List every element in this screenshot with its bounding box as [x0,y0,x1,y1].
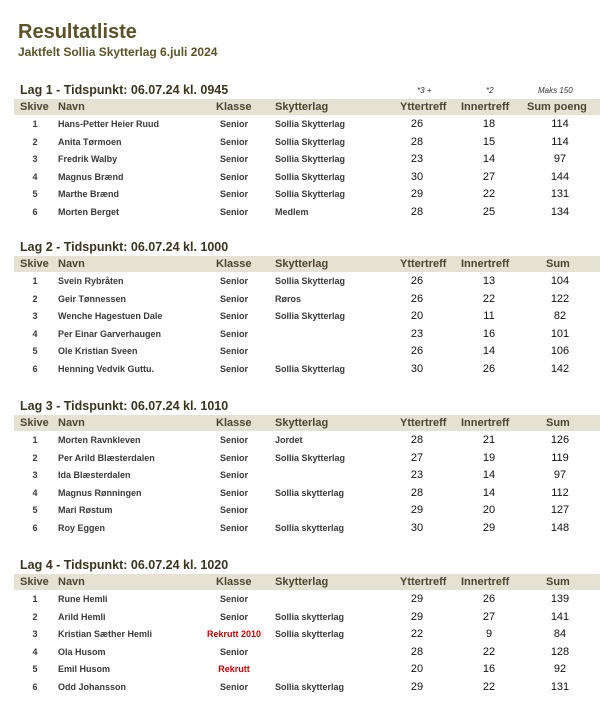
cell-navn: Hans-Petter Heier Ruud [58,119,160,129]
header-skive: Skive [20,258,49,270]
lag-section [14,240,600,378]
cell-skytterlag: Sollia Skytterlag [275,276,346,286]
cell-innertreff: 27 [482,610,496,623]
cell-yttertreff: 27 [410,451,424,464]
cell-yttertreff: 29 [410,504,424,517]
header-skive: Skive [20,576,49,588]
header-skytterlag: Skytterlag [275,417,329,429]
header-skytterlag: Skytterlag [275,576,329,588]
cell-navn: Wenche Hagestuen Dale [58,311,163,322]
table-row [14,519,600,537]
cell-innertreff: 27 [482,170,496,183]
header-innertreff: Innertreff [461,417,510,429]
cell-innertreff: 19 [482,451,496,464]
header-navn: Navn [58,417,85,429]
lag-section [14,558,600,696]
cell-sum: 127 [550,504,570,517]
cell-yttertreff: 30 [410,521,424,534]
cell-skive: 2 [32,293,38,304]
cell-klasse: Senior [219,119,248,129]
table-row [14,203,600,221]
cell-skive: 4 [32,328,38,339]
cell-skive: 1 [32,435,38,445]
table-row [14,290,600,308]
cell-innertreff: 16 [482,663,496,676]
cell-innertreff: 15 [482,135,496,148]
table-row [14,501,600,519]
header-innertreff: Innertreff [461,576,510,588]
cell-skive: 4 [32,487,38,498]
cell-klasse: Senior [219,293,248,304]
cell-navn: Fredrik Walby [58,154,118,165]
cell-klasse: Senior [219,363,248,374]
cell-klasse: Senior [219,136,248,147]
table-row [14,590,600,608]
cell-klasse: Senior [219,522,248,533]
cell-innertreff: 18 [482,118,496,130]
header-klasse: Klasse [216,258,252,270]
cell-yttertreff: 28 [410,486,424,499]
cell-navn: Marthe Brænd [58,189,120,200]
cell-yttertreff: 23 [410,153,424,166]
table-row [14,484,600,502]
cell-skive: 6 [32,681,38,692]
cell-yttertreff: 22 [410,628,424,641]
cell-sum: 112 [551,486,569,499]
cell-skytterlag: Sollia skytterlag [275,681,345,692]
cell-yttertreff: 23 [410,327,424,340]
cell-navn: Per Einar Garverhaugen [58,328,162,339]
table-row [14,678,600,696]
cell-skive: 5 [32,346,38,357]
table-row [14,133,600,151]
cell-skive: 3 [32,629,38,640]
cell-sum: 101 [550,327,570,340]
cell-sum: 119 [551,451,569,464]
cell-yttertreff: 29 [410,680,424,693]
page-title: Resultatliste [18,21,137,43]
page-subtitle: Jaktfelt Sollia Skytterlag 6.juli 2024 [18,45,218,59]
cell-sum: 131 [550,188,570,201]
header-yttertreff: Yttertreff [400,417,447,429]
cell-sum: 97 [553,153,567,166]
cell-yttertreff: 28 [410,205,424,218]
cell-sum: 148 [550,521,570,534]
cell-yttertreff: 29 [410,188,424,201]
cell-skytterlag: Røros [275,293,302,304]
cell-klasse: Senior [219,346,248,357]
table-row [14,431,600,449]
cell-klasse: Senior [219,328,248,339]
lag-title: Lag 4 - Tidspunkt: 06.07.24 kl. 1020 [20,558,229,572]
cell-innertreff: 9 [485,628,493,641]
cell-skytterlag: Jordet [275,435,303,445]
header-navn: Navn [58,101,85,113]
cell-skive: 2 [32,452,38,463]
lag-title: Lag 3 - Tidspunkt: 06.07.24 kl. 1010 [20,399,229,413]
yttertreff-note: *3 + [417,86,432,95]
cell-innertreff: 29 [482,521,496,534]
cell-innertreff: 22 [482,645,496,658]
cell-innertreff: 13 [482,275,496,287]
cell-sum: 84 [553,628,567,641]
lag-heading [14,399,600,415]
cell-skive: 6 [32,206,38,217]
cell-yttertreff: 26 [410,275,424,287]
cell-klasse: Senior [219,171,248,182]
cell-klasse: Senior [219,311,248,322]
cell-yttertreff: 30 [410,362,424,375]
header-sum: Sum poeng [527,101,587,113]
cell-yttertreff: 29 [410,593,424,605]
cell-innertreff: 25 [482,205,496,218]
cell-skive: 4 [32,171,38,182]
lag-heading [14,240,600,256]
header-yttertreff: Yttertreff [400,258,447,270]
cell-sum: 134 [550,205,570,218]
table-row [14,115,600,133]
header-klasse: Klasse [216,576,252,588]
cell-skytterlag: Sollia Skytterlag [275,189,346,200]
cell-klasse: Senior [219,154,248,165]
header-navn: Navn [58,258,85,270]
cell-sum: 114 [551,118,569,130]
cell-skytterlag: Sollia Skytterlag [275,119,346,129]
cell-skytterlag: Sollia skytterlag [275,611,345,622]
cell-klasse: Senior [219,470,248,481]
cell-innertreff: 14 [482,345,496,358]
cell-klasse: Senior [219,435,248,445]
lag-heading [14,83,600,99]
cell-innertreff: 26 [482,593,496,605]
cell-sum: 82 [553,310,567,323]
cell-sum: 141 [550,610,570,623]
header-klasse: Klasse [216,417,252,429]
cell-yttertreff: 20 [410,310,424,323]
cell-innertreff: 26 [482,362,496,375]
cell-skive: 3 [32,311,38,322]
cell-skive: 5 [32,664,38,675]
cell-yttertreff: 29 [410,610,424,623]
lag-title: Lag 2 - Tidspunkt: 06.07.24 kl. 1000 [20,240,229,254]
cell-innertreff: 14 [482,153,496,166]
table-row [14,272,600,290]
cell-yttertreff: 28 [410,135,424,148]
lag-heading [14,558,600,574]
table-row [14,625,600,643]
cell-sum: 131 [550,680,570,693]
lag-title: Lag 1 - Tidspunkt: 06.07.24 kl. 0945 [20,83,229,97]
cell-skytterlag: Sollia Skytterlag [275,171,346,182]
cell-innertreff: 20 [482,504,496,517]
cell-sum: 144 [550,170,570,183]
column-header-row [14,256,600,272]
cell-klasse: Senior [219,594,248,604]
header-skive: Skive [20,417,49,429]
cell-navn: Kristian Sæther Hemli [58,629,153,640]
cell-innertreff: 16 [482,327,496,340]
cell-navn: Ola Husom [58,646,106,657]
cell-navn: Roy Eggen [58,522,106,533]
column-header-row [14,99,600,115]
cell-klasse: Senior [219,681,248,692]
cell-klasse: Senior [219,611,248,622]
cell-skive: 3 [32,154,38,165]
cell-skytterlag: Sollia skytterlag [275,629,345,640]
cell-navn: Emil Husom [58,664,111,675]
cell-yttertreff: 26 [410,118,424,130]
header-skytterlag: Skytterlag [275,101,329,113]
cell-klasse: Senior [219,206,248,217]
cell-skive: 5 [32,189,38,200]
cell-innertreff: 22 [482,188,496,201]
cell-skytterlag: Sollia Skytterlag [275,452,346,463]
table-row [14,360,600,378]
cell-sum: 97 [553,469,567,482]
cell-navn: Anita Tørmoen [58,136,122,147]
cell-navn: Magnus Brænd [58,171,124,182]
cell-yttertreff: 30 [410,170,424,183]
cell-skive: 1 [32,594,38,604]
cell-skytterlag: Medlem [275,206,309,217]
cell-yttertreff: 26 [410,345,424,358]
cell-navn: Rune Hemli [58,594,108,604]
cell-yttertreff: 20 [410,663,424,676]
header-sum: Sum [546,417,570,429]
cell-skive: 6 [32,363,38,374]
header-yttertreff: Yttertreff [400,101,447,113]
table-row [14,185,600,203]
cell-skive: 4 [32,646,38,657]
cell-navn: Ida Blæsterdalen [58,470,131,481]
cell-klasse: Senior [219,452,248,463]
cell-navn: Henning Vedvik Guttu. [58,363,155,374]
cell-innertreff: 11 [483,310,495,323]
table-row [14,449,600,467]
cell-innertreff: 21 [482,434,496,446]
cell-innertreff: 22 [482,680,496,693]
table-row [14,660,600,678]
cell-skytterlag: Sollia Skytterlag [275,136,346,147]
cell-navn: Svein Rybråten [58,276,124,286]
header-innertreff: Innertreff [461,258,510,270]
header-skytterlag: Skytterlag [275,258,329,270]
cell-navn: Geir Tønnessen [58,293,127,304]
table-row [14,608,600,626]
cell-sum: 104 [550,275,570,287]
cell-klasse: Rekrutt [218,664,250,675]
cell-klasse: Senior [219,276,248,286]
max-note: Maks 150 [538,86,573,95]
cell-skive: 1 [32,276,38,286]
table-row [14,325,600,343]
table-row [14,307,600,325]
cell-navn: Morten Berget [58,206,120,217]
cell-navn: Per Arild Blæsterdalen [58,452,155,463]
header-yttertreff: Yttertreff [400,576,447,588]
header-sum: Sum [546,576,570,588]
cell-sum: 122 [550,292,570,305]
table-row [14,168,600,186]
cell-sum: 106 [550,345,570,358]
column-header-row [14,415,600,431]
cell-sum: 126 [550,434,570,446]
cell-navn: Odd Johansson [58,681,127,692]
cell-yttertreff: 28 [410,645,424,658]
cell-skive: 2 [32,136,38,147]
cell-skive: 2 [32,611,38,622]
cell-klasse: Senior [219,646,248,657]
header-klasse: Klasse [216,101,252,113]
cell-sum: 128 [550,645,570,658]
cell-skive: 5 [32,505,38,516]
table-row [14,150,600,168]
cell-yttertreff: 28 [410,434,424,446]
cell-skytterlag: Sollia Skytterlag [275,154,346,165]
cell-innertreff: 22 [482,292,496,305]
lag-section [14,83,600,221]
cell-innertreff: 14 [482,486,496,499]
column-header-row [14,574,600,590]
cell-yttertreff: 26 [410,292,424,305]
cell-skytterlag: Sollia skytterlag [275,487,345,498]
header-innertreff: Innertreff [461,101,510,113]
table-row [14,643,600,661]
cell-skytterlag: Sollia skytterlag [275,522,345,533]
header-navn: Navn [58,576,85,588]
cell-sum: 139 [550,593,570,605]
cell-skive: 6 [32,522,38,533]
lag-section [14,399,600,537]
header-skive: Skive [20,101,49,113]
cell-innertreff: 14 [482,469,496,482]
innertreff-note: *2 [486,86,494,95]
cell-skive: 1 [32,119,38,129]
cell-navn: Ole Kristian Sveen [58,346,138,357]
cell-yttertreff: 23 [410,469,424,482]
cell-skytterlag: Sollia Skytterlag [275,363,346,374]
cell-skive: 3 [32,470,38,481]
header-sum: Sum [546,258,570,270]
cell-navn: Morten Ravnkleven [58,435,141,445]
cell-klasse: Senior [219,505,248,516]
cell-klasse: Senior [219,487,248,498]
cell-klasse: Rekrutt 2010 [206,629,262,640]
cell-navn: Arild Hemli [58,611,106,622]
cell-sum: 114 [551,135,569,148]
cell-skytterlag: Sollia Skytterlag [275,311,346,322]
cell-navn: Mari Røstum [58,505,113,516]
cell-sum: 92 [553,663,567,676]
cell-sum: 142 [550,362,570,375]
table-row [14,342,600,360]
cell-navn: Magnus Rønningen [58,487,142,498]
table-row [14,466,600,484]
cell-klasse: Senior [219,189,248,200]
